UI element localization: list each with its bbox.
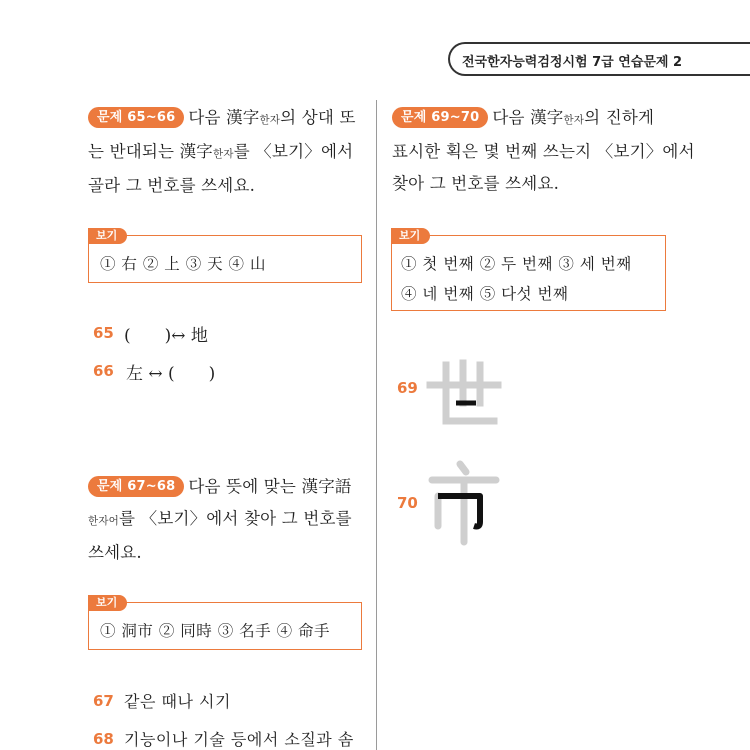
question-68-text: 기능이나 기술 등에서 소질과 솜 bbox=[124, 730, 354, 749]
q67-hanja: 漢字語 bbox=[301, 477, 352, 496]
q69-hanja: 漢字 bbox=[530, 108, 564, 127]
question-65-66-badge: 문제 65~66 bbox=[88, 107, 184, 128]
q65-hanja: 漢字 bbox=[226, 108, 260, 127]
question-number-67: 67 bbox=[93, 692, 114, 710]
highlighted-stroke bbox=[438, 496, 480, 527]
q65-66-options: ① 右 ② 上 ③ 天 ④ 山 bbox=[100, 255, 266, 273]
q65-line2-hanja: 漢字 bbox=[179, 142, 213, 161]
question-67-68-instructions bbox=[88, 471, 373, 569]
q67-68-options: ① 洞市 ② 同時 ③ 名手 ④ 命手 bbox=[100, 622, 330, 640]
question-69-70-badge: 문제 69~70 bbox=[392, 107, 488, 128]
q65-text-b: 의 상대 또 bbox=[280, 108, 356, 127]
q65-line2-small: 한자 bbox=[213, 148, 234, 160]
question-number-68: 68 bbox=[93, 730, 114, 748]
q65-small: 한자 bbox=[259, 114, 281, 126]
question-66-text: 左 ↔ ( ) bbox=[126, 364, 216, 384]
q69-70-example-label: 보기 bbox=[391, 228, 430, 244]
q67-small: 한자어 bbox=[88, 515, 120, 527]
question-number-65: 65 bbox=[93, 324, 114, 342]
q69-small: 한자 bbox=[563, 114, 585, 126]
question-65-66-instructions bbox=[88, 102, 373, 202]
q69-text-b: 의 진하게 bbox=[584, 108, 655, 127]
q67-line2-b: 를 〈보기〉에서 찾아 그 번호를 bbox=[119, 509, 352, 528]
column-divider bbox=[376, 100, 377, 750]
q67-68-example-label: 보기 bbox=[88, 595, 127, 611]
question-67-text: 같은 때나 시기 bbox=[124, 692, 231, 711]
page-header-title: 전국한자능력검정시험 7급 연습문제 2 bbox=[462, 55, 683, 70]
q65-line3: 골라 그 번호를 쓰세요. bbox=[88, 176, 256, 195]
question-number-70: 70 bbox=[397, 494, 418, 512]
q69-70-options-row2: ④ 네 번째 ⑤ 다섯 번째 bbox=[401, 285, 569, 303]
q65-line2-a: 는 반대되는 bbox=[88, 142, 180, 161]
stroke-diagram-char-2 bbox=[424, 460, 504, 546]
question-65-text: ( )↔ 地 bbox=[124, 326, 208, 346]
stroke-diagram-char-1 bbox=[424, 355, 504, 435]
q65-line2-b: 를 〈보기〉에서 bbox=[233, 142, 354, 161]
question-number-66: 66 bbox=[93, 362, 114, 380]
question-69-70-instructions bbox=[392, 102, 695, 200]
question-67-68-badge: 문제 67~68 bbox=[88, 476, 184, 497]
q69-70-options-row1: ① 첫 번째 ② 두 번째 ③ 세 번째 bbox=[401, 255, 632, 273]
q65-66-example-label: 보기 bbox=[88, 228, 127, 244]
q65-text-a: 다음 bbox=[188, 108, 227, 127]
q69-text-a: 다음 bbox=[492, 108, 531, 127]
question-number-69: 69 bbox=[397, 379, 418, 397]
q67-text-a: 다음 뜻에 맞는 bbox=[188, 477, 302, 496]
q67-line3: 쓰세요. bbox=[88, 543, 142, 562]
q69-line3: 찾아 그 번호를 쓰세요. bbox=[392, 174, 560, 193]
q69-line2: 표시한 획은 몇 번째 쓰는지 〈보기〉에서 bbox=[392, 142, 695, 161]
